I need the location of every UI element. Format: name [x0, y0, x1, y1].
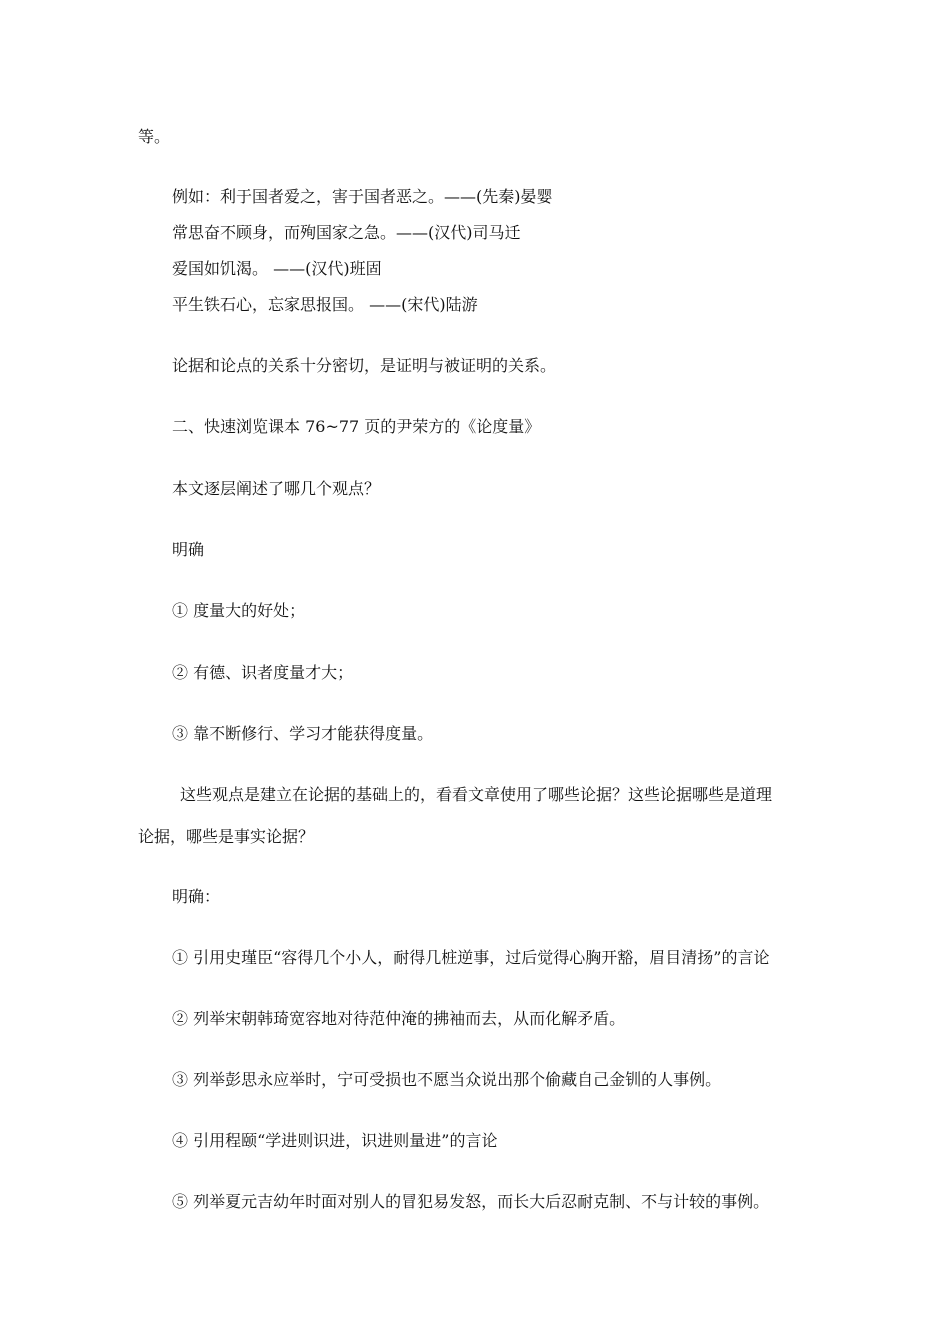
quote-line-yanying: 例如：利于国者爱之，害于国者恶之。——(先秦)晏婴	[172, 187, 553, 206]
argument-item-3: ③ 列举彭思永应举时，宁可受损也不愿当众说出那个偷藏自己金钏的人事例。	[172, 1070, 722, 1089]
argument-item-5: ⑤ 列举夏元吉幼年时面对别人的冒犯易发怒，而长大后忍耐克制、不与计较的事例。	[172, 1192, 770, 1211]
quote-line-bangu: 爱国如饥渴。 ——(汉代)班固	[172, 259, 382, 278]
question-arguments-line-1: 这些观点是建立在论据的基础上的，看看文章使用了哪些论据？这些论据哪些是道理	[180, 785, 773, 804]
section-heading-two: 二、快速浏览课本 76~77 页的尹荣方的《论度量》	[172, 417, 541, 436]
quote-line-simaqian: 常思奋不顾身，而殉国家之急。——(汉代)司马迁	[172, 223, 521, 242]
relation-statement: 论据和论点的关系十分密切，是证明与被证明的关系。	[172, 356, 557, 375]
question-arguments-line-2: 论据，哪些是事实论据？	[138, 827, 315, 846]
text-line-continuation: 等。	[138, 127, 171, 146]
viewpoint-item-2: ② 有德、识者度量才大；	[172, 663, 354, 682]
question-viewpoints: 本文逐层阐述了哪几个观点？	[172, 479, 381, 498]
argument-item-2: ② 列举宋朝韩琦宽容地对待范仲淹的拂袖而去，从而化解矛盾。	[172, 1009, 626, 1028]
viewpoint-item-3: ③ 靠不断修行、学习才能获得度量。	[172, 724, 434, 743]
argument-item-1: ① 引用史瑾臣“容得几个小人，耐得几桩逆事，过后觉得心胸开豁，眉目清扬”的言论	[172, 948, 770, 967]
viewpoint-item-1: ① 度量大的好处；	[172, 601, 306, 620]
quote-line-luyou: 平生铁石心，忘家思报国。 ——(宋代)陆游	[172, 295, 478, 314]
answer-label: 明确	[172, 540, 205, 559]
argument-item-4: ④ 引用程颐“学进则识进，识进则量进”的言论	[172, 1131, 498, 1150]
answer-label-colon: 明确：	[172, 887, 221, 906]
